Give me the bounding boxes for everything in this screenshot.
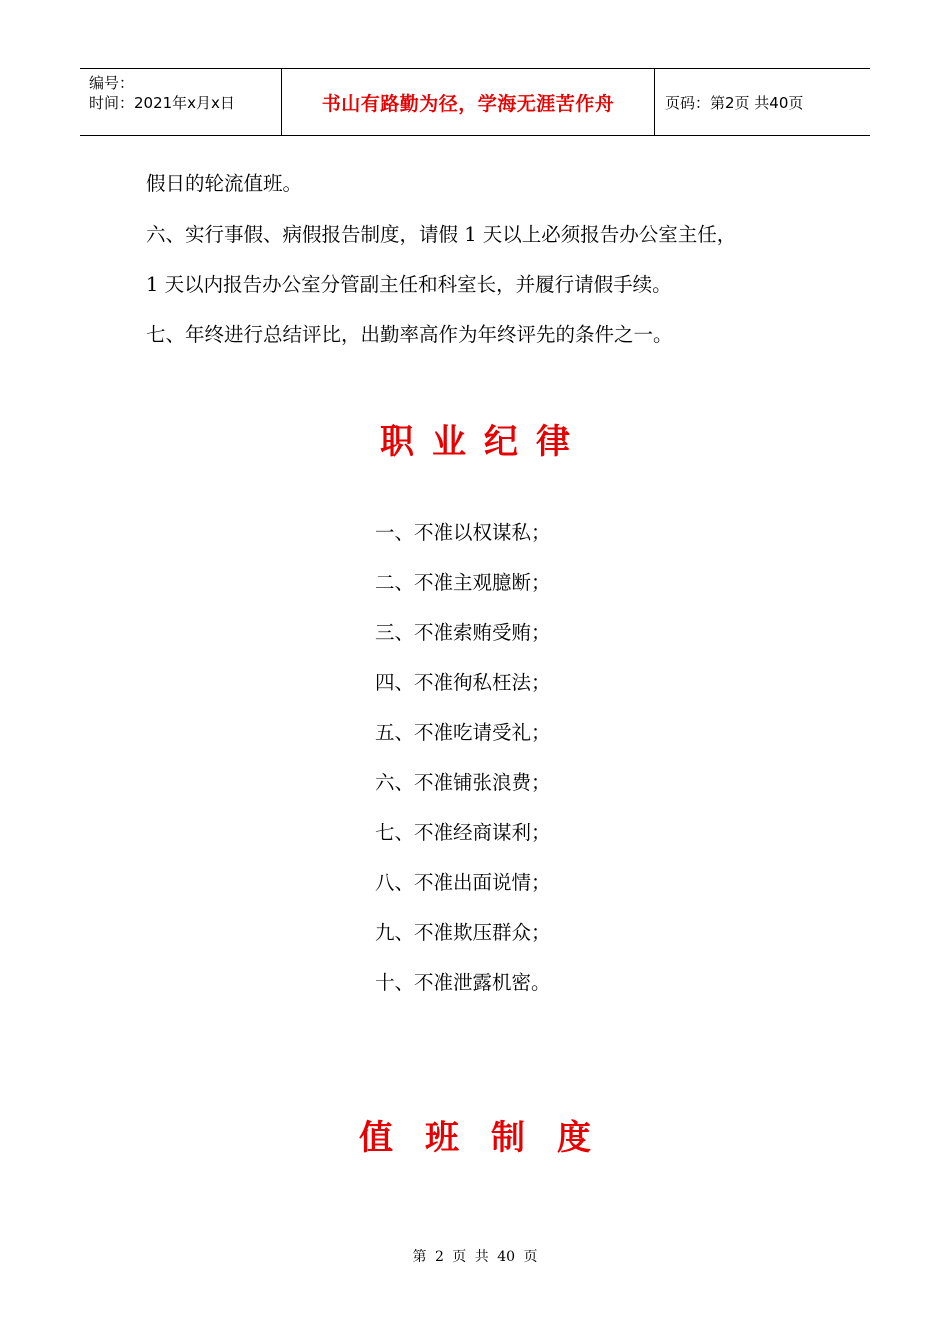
header-page-info: 页码：第2页 共40页 xyxy=(665,93,804,112)
list-item: 七、不准经商谋利； xyxy=(375,821,551,844)
paragraph-line: 1 天以内报告办公室分管副主任和科室长，并履行请假手续。 xyxy=(146,273,672,296)
list-item: 九、不准欺压群众； xyxy=(375,921,551,944)
paragraph-line: 假日的轮流值班。 xyxy=(146,172,303,195)
header-meta xyxy=(80,69,282,135)
paragraph-line: 七、年终进行总结评比，出勤率高作为年终评先的条件之一。 xyxy=(146,323,673,346)
list-item: 十、不准泄露机密。 xyxy=(375,971,551,994)
list-item: 四、不准徇私枉法； xyxy=(375,671,551,694)
list-item: 八、不准出面说情； xyxy=(375,871,551,894)
page-footer: 第 2 页 共 40 页 xyxy=(412,1249,538,1265)
list-item: 二、不准主观臆断； xyxy=(375,571,551,594)
header-motto: 书山有路勤为径，学海无涯苦作舟 xyxy=(282,69,655,135)
list-item: 五、不准吃请受礼； xyxy=(375,721,551,744)
document-date: 时间：2021年x月x日 xyxy=(89,94,235,112)
list-item: 一、不准以权谋私； xyxy=(375,521,551,544)
list-item: 三、不准索贿受贿； xyxy=(375,621,551,644)
list-item: 六、不准铺张浪费； xyxy=(375,771,551,794)
discipline-rules-list xyxy=(375,518,551,1018)
section-title-duty: 值班制度 xyxy=(359,1118,623,1158)
paragraph-line: 六、实行事假、病假报告制度，请假 1 天以上必须报告办公室主任， xyxy=(146,223,737,246)
document-header xyxy=(80,68,870,136)
document-number-label: 编号： xyxy=(89,74,135,92)
section-title-discipline: 职业纪律 xyxy=(380,422,588,462)
